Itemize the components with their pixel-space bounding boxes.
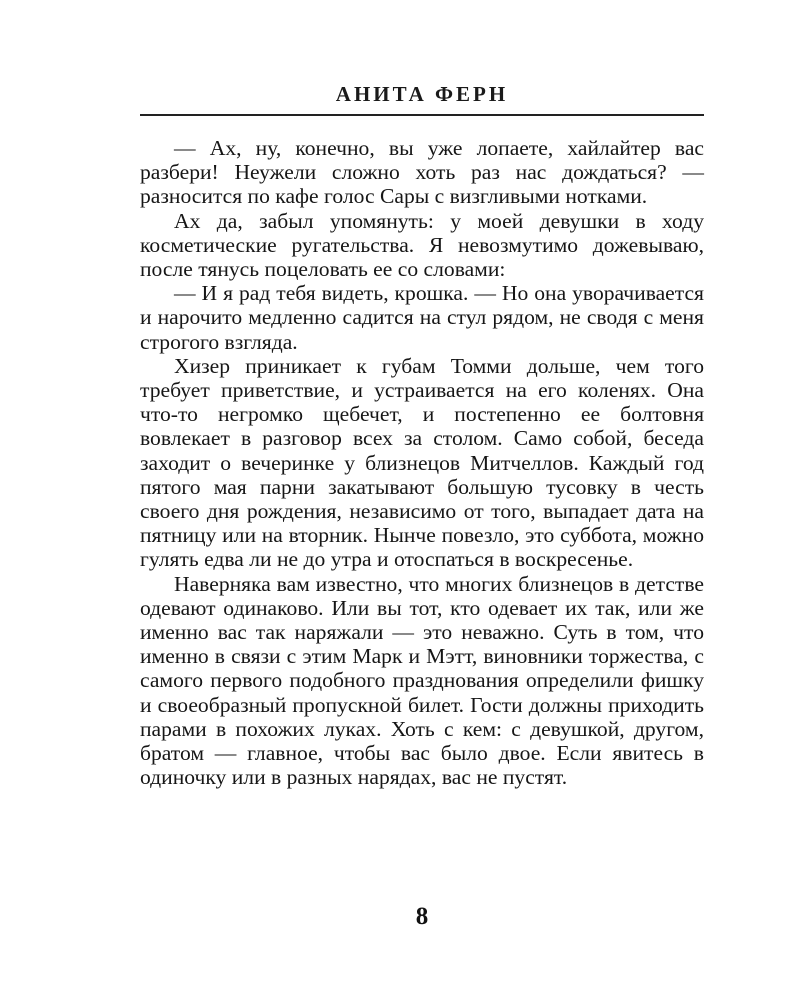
paragraph: — И я рад тебя видеть, крошка. — Но она уворачивается и нарочито медленно садится на стул рядом, не сводя с меня строгого взгляда. <box>140 281 704 354</box>
paragraph: Наверняка вам известно, что многих близнецов в детстве одевают одинаково. Или вы тот, кто одевает их так, или же именно вас так наряжали — это неважно. Суть в том, что именно в связи с этим Марк и Мэтт, виновники торжества, с самого первого подобного празднования определили фишку и своеобразный пропускной билет. Гости должны приходить парами в похожих луках. Хоть с кем: с девушкой, другом, братом — главное, чтобы вас было двое. Если явитесь в одиночку или в разных нарядах, вас не пустят. <box>140 571 704 790</box>
running-head: АНИТА ФЕРН <box>335 82 509 106</box>
page-number: 8 <box>415 903 429 930</box>
paragraph: Хизер приникает к губам Томми дольше, чем того требует приветствие, и устраивается на его коленях. Она что-то негромко щебечет, и постепенно ее болтовня вовлекает в разговор всех за столом. Само собой, беседа заходит о вечеринке у близнецов Митчеллов. Каждый год пятого мая парни закатывают большую тусовку в честь своего дня рождения, независимо от того, выпадает дата на пятницу или на вторник. Нынче повезло, это суббота, можно гулять едва ли не до утра и отоспаться в воскресенье. <box>140 353 704 572</box>
paragraph: Ах да, забыл упомянуть: у моей девушки в ходу косметические ругательства. Я невозмутимо дожевываю, после тянусь поцеловать ее со словами: <box>140 208 704 282</box>
header-rule <box>140 114 704 116</box>
paragraph: — Ах, ну, конечно, вы уже лопаете, хайлайтер вас разбери! Неужели сложно хоть раз нас дождаться? — разносится по кафе голос Сары с визгливыми нотками. <box>140 136 704 209</box>
body-text <box>140 136 704 789</box>
